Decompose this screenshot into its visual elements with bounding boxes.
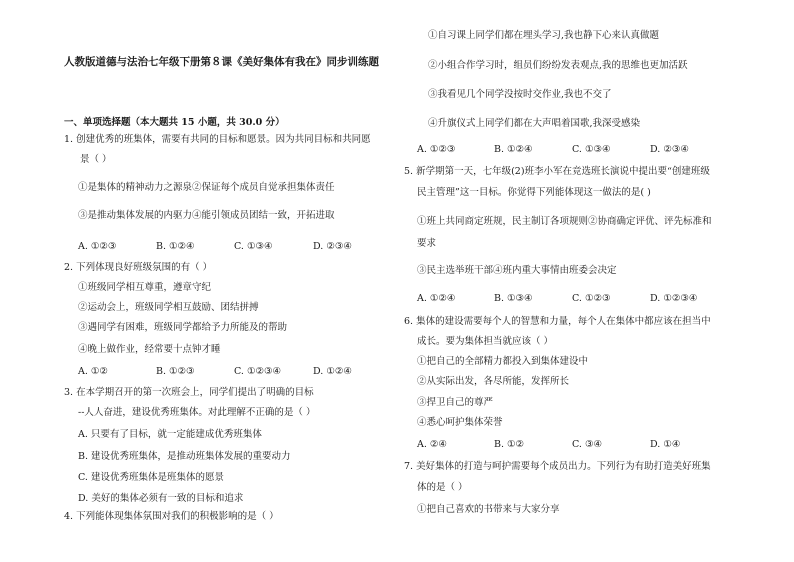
question-text-line: A. 只要有了目标，就一定能建成优秀班集体 <box>78 429 262 440</box>
answer-option[interactable]: A. ②④ <box>417 439 447 450</box>
question-text-line: ③捍卫自己的尊严 <box>417 397 494 408</box>
question-text-line: C. 建设优秀班集体是班集体的愿景 <box>78 472 224 483</box>
question-text-line: 体的是（ ） <box>417 482 468 493</box>
answer-option[interactable]: B. ①②④ <box>494 144 533 155</box>
answer-option[interactable]: A. ①② <box>78 366 108 377</box>
question-text-line: ④升旗仪式上同学们都在大声唱着国歌,我深受感染 <box>428 118 641 129</box>
answer-option[interactable]: B. ①② <box>494 439 525 450</box>
question-text-line: ①是集体的精神动力之源泉②保证每个成员自觉承担集体责任 <box>78 182 335 193</box>
question-text-line: ③我看见几个同学没按时交作业,我也不交了 <box>428 89 612 100</box>
answer-option[interactable]: C. ①②③ <box>572 293 611 304</box>
answer-option[interactable]: D. ①②③④ <box>650 293 698 304</box>
question-text-line: ①把自己的全部精力都投入到集体建设中 <box>417 356 589 367</box>
question-text-line: 景（ ） <box>80 154 112 165</box>
question-text-line: 5. 新学期第一天，七年级(2)班李小军在竞选班长演说中提出要“创建班级 <box>404 166 710 177</box>
question-text-line: ④晚上做作业，经常要十点钟才睡 <box>78 344 221 355</box>
answer-option[interactable]: D. ②③④ <box>313 241 352 252</box>
question-text-line: ①班级同学相互尊重，遵章守纪 <box>78 282 212 293</box>
question-text-line: 2. 下列体现良好班级氛围的有（ ） <box>64 262 213 273</box>
answer-option[interactable]: D. ②③④ <box>650 144 689 155</box>
question-text-line: 6. 集体的建设需要每个人的智慧和力量，每个人在集体中都应该在担当中 <box>404 316 711 327</box>
question-text-line: ②小组合作学习时，组员们纷纷发表观点,我的思维也更加活跃 <box>428 60 688 71</box>
question-text-line: ①自习课上同学们都在埋头学习,我也静下心来认真做题 <box>428 30 660 41</box>
answer-option[interactable]: A. ①②③ <box>417 144 456 155</box>
question-text-line: 要求 <box>417 238 437 249</box>
question-text-line: ③遇同学有困难，班级同学都给予力所能及的帮助 <box>78 322 288 333</box>
question-text-line: 3. 在本学期召开的第一次班会上，同学们提出了明确的目标 <box>64 387 314 398</box>
question-text-line: ①把自己喜欢的书带来与大家分享 <box>417 504 560 515</box>
answer-option[interactable]: D. ①②④ <box>313 366 352 377</box>
answer-option[interactable]: C. ①③④ <box>234 241 273 252</box>
question-text-line: ①班上共同商定班规，民主制订各项规则②协商确定评优、评先标准和 <box>417 216 712 227</box>
section-heading: 一、单项选择题（本大题共 15 小题，共 30.0 分） <box>64 117 285 128</box>
question-text-line: ③民主选举班干部④班内重大事情由班委会决定 <box>417 265 617 276</box>
question-text-line: 1. 创建优秀的班集体，需要有共同的目标和愿景。因为共同目标和共同愿 <box>64 134 371 145</box>
question-text-line: 7. 美好集体的打造与呵护需要每个成员出力。下列行为有助打造美好班集 <box>404 461 711 472</box>
question-text-line: ③是推动集体发展的内驱力④能引领成员团结一致，开拓进取 <box>78 210 335 221</box>
question-text-line: --人人奋进，建设优秀班集体。对此理解不正确的是（ ） <box>78 407 316 418</box>
answer-option[interactable]: A. ①②④ <box>417 293 456 304</box>
question-text-line: 成长。要为集体担当就应该（ ） <box>417 336 554 347</box>
answer-option[interactable]: B. ①②③ <box>156 366 195 377</box>
answer-option[interactable]: D. ①④ <box>650 439 681 450</box>
answer-option[interactable]: B. ①②④ <box>156 241 195 252</box>
question-text-line: ④悉心呵护集体荣誉 <box>417 417 503 428</box>
answer-option[interactable]: C. ①③④ <box>572 144 611 155</box>
answer-option[interactable]: A. ①②③ <box>78 241 117 252</box>
answer-option[interactable]: C. ③④ <box>572 439 603 450</box>
answer-option[interactable]: B. ①③④ <box>494 293 533 304</box>
answer-option[interactable]: C. ①②③④ <box>234 366 282 377</box>
document-title: 人教版道德与法治七年级下册第８课《美好集体有我在》同步训练题 <box>64 56 379 68</box>
question-text-line: 4. 下列能体现集体氛围对我们的积极影响的是（ ） <box>64 511 279 522</box>
question-text-line: B. 建设优秀班集体，是推动班集体发展的重要动力 <box>78 451 291 462</box>
question-text-line: 民主管理”这一目标。你觉得下列能体现这一做法的是( ) <box>417 187 651 198</box>
question-text-line: ②运动会上，班级同学相互鼓励、团结拼搏 <box>78 302 259 313</box>
question-text-line: D. 美好的集体必须有一致的目标和追求 <box>78 493 244 504</box>
question-text-line: ②从实际出发，各尽所能，发挥所长 <box>417 376 570 387</box>
